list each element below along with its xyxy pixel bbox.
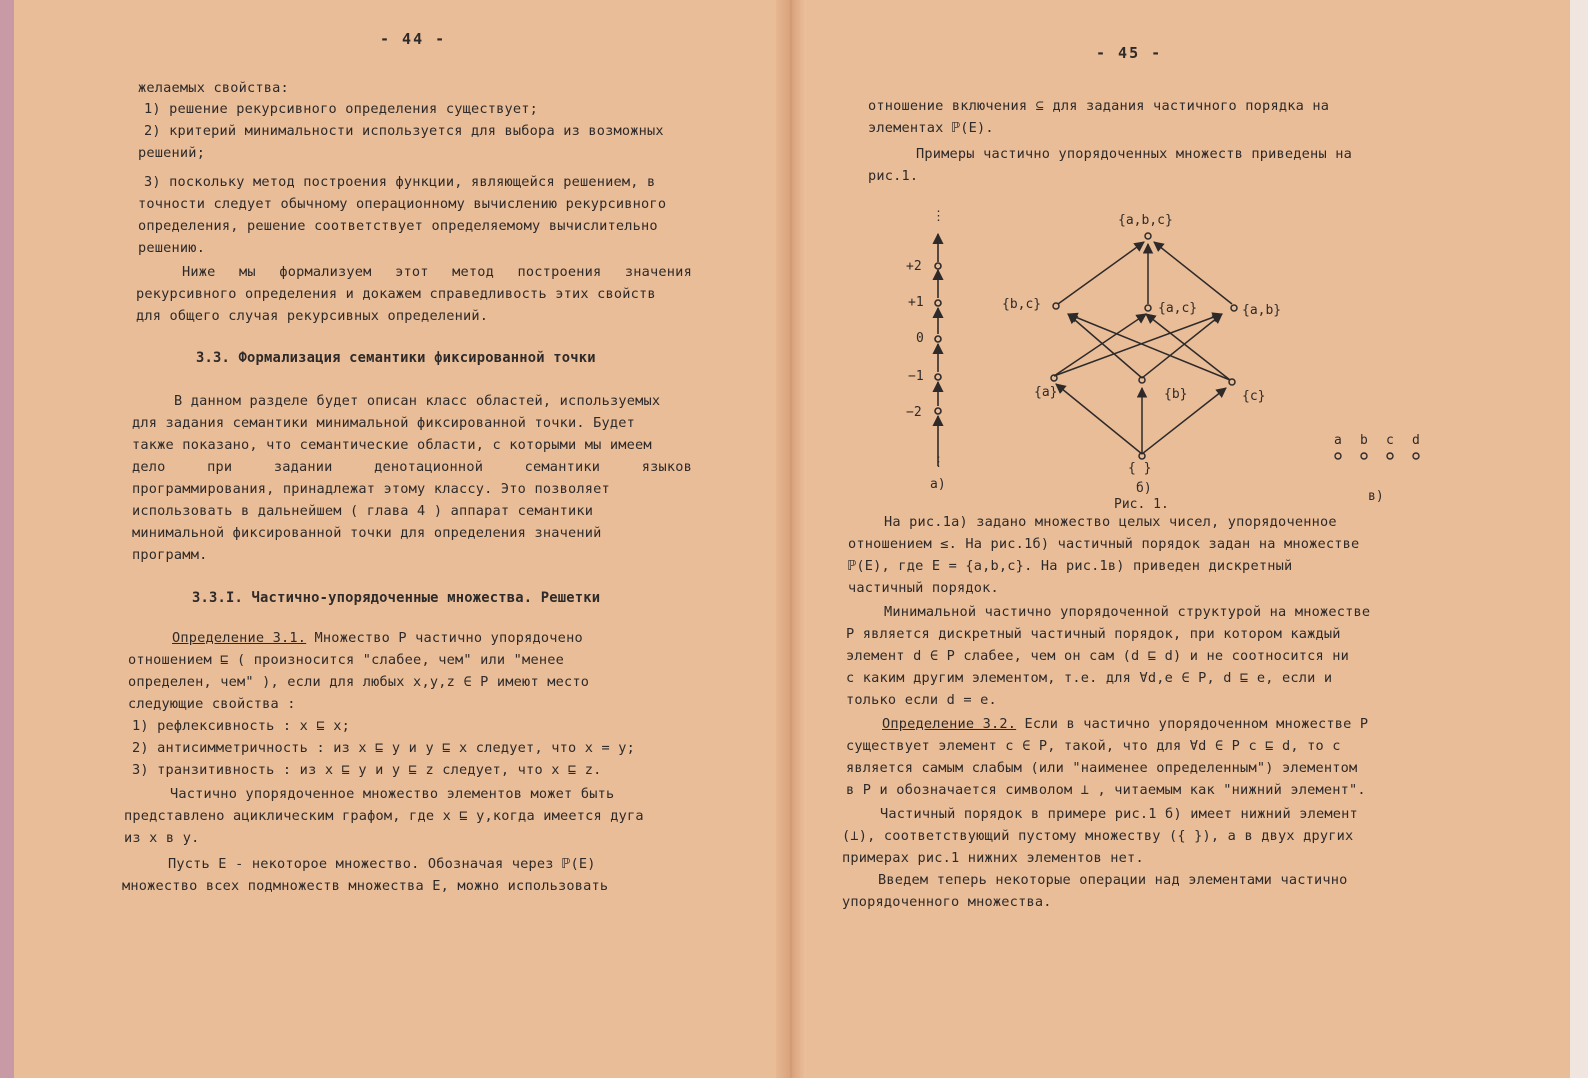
chain-label: +2 [906, 259, 922, 274]
lattice-node [1229, 379, 1235, 385]
text-line: рис.1. [868, 168, 919, 184]
subsection-heading: 3.3.I. Частично-упорядоченные множества. Решетки [192, 590, 601, 606]
left-page [14, 0, 776, 1078]
lattice-label-a: {a} [1034, 385, 1058, 400]
definition-text: Если в частично упорядоченном множестве P [1016, 716, 1369, 732]
text-line: для общего случая рекурсивных определений. [136, 308, 489, 324]
definition-line [172, 630, 583, 646]
text-line: определения, решение соответствует определяемому вычислительно [138, 218, 658, 234]
text-line: в P и обозначается символом ⊥ , читаемым как "нижний элемент". [846, 782, 1366, 798]
text-line: с каким другим элементом, т.е. для ∀d,e ∈ P, d ⊑ e, если и [846, 670, 1333, 686]
figure-caption: Рис. 1. [1114, 497, 1169, 512]
text-line: отношением ≤. На рис.1б) частичный порядок задан на множестве [848, 536, 1360, 552]
text-line: программ. [132, 547, 208, 563]
page-number: - 45 - [1096, 44, 1163, 62]
text-line: 3) транзитивность : из x ⊑ y и y ⊑ z следует, что x ⊑ z. [132, 762, 602, 778]
definition-line [882, 716, 1368, 732]
text-line: 1) решение рекурсивного определения существует; [144, 101, 539, 117]
subfigure-label-c: в) [1368, 489, 1384, 504]
lattice-label-top: {a,b,c} [1118, 213, 1173, 228]
text-line: желаемых свойства: [138, 80, 289, 96]
text-line: точности следует обычному операционному вычислению рекурсивного [138, 196, 667, 212]
text-line: представлено ациклическим графом, где x ⊑ y,когда имеется дуга [124, 808, 644, 824]
chain-label: −1 [908, 369, 924, 384]
discrete-label: d [1412, 433, 1420, 448]
lattice-diagram [1051, 233, 1237, 459]
text-line: рекурсивного определения и докажем справедливость этих свойств [136, 286, 656, 302]
text-line: (⊥), соответствующий пустому множеству ({ }), а в двух других [842, 828, 1354, 844]
dots-bottom: ⋮ [932, 455, 945, 470]
text-line: Введем теперь некоторые операции над элементами частично [878, 872, 1348, 888]
lattice-node [1145, 305, 1151, 311]
text-line: Минимальной частично упорядоченной структурой на множестве [884, 604, 1371, 620]
text-line: из x в y. [124, 830, 200, 846]
discrete-label: a [1334, 433, 1342, 448]
definition-label: Определение 3.1. [172, 630, 307, 646]
text-line: для задания семантики минимальной фиксированной точки. Будет [132, 415, 636, 431]
text-line: частичный порядок. [848, 580, 999, 596]
text-line: Частичный порядок в примере рис.1 б) имеет нижний элемент [880, 806, 1358, 822]
lattice-label-ab: {a,b} [1242, 303, 1282, 318]
lattice-node [1231, 305, 1237, 311]
section-heading: 3.3. Формализация семантики фиксированной точки [196, 350, 596, 366]
discrete-node [1413, 453, 1419, 459]
text-line: использовать в дальнейшем ( глава 4 ) аппарат семантики [132, 503, 594, 519]
text-line: программирования, принадлежат этому классу. Это позволяет [132, 481, 610, 497]
chain-node [935, 408, 941, 414]
text-line: Примеры частично упорядоченных множеств приведены на [916, 146, 1352, 162]
text-line: решений; [138, 145, 206, 161]
discrete-node [1387, 453, 1393, 459]
discrete-label: b [1360, 433, 1368, 448]
text-line: Частично упорядоченное множество элементов может быть [170, 786, 615, 802]
text-line: примерах рис.1 нижних элементов нет. [842, 850, 1144, 866]
lattice-label-c: {c} [1242, 389, 1266, 404]
text-line: существует элемент c ∈ P, такой, что для ∀d ∈ P c ⊑ d, то c [846, 738, 1341, 754]
chain-label: +1 [908, 295, 924, 310]
discrete-label: c [1386, 433, 1394, 448]
text-line: ℙ(E), где E = {a,b,c}. На рис.1в) приведен дискретный [848, 558, 1293, 574]
chain-label: 0 [916, 331, 924, 346]
text-line: 2) критерий минимальности используется для выбора из возможных [144, 123, 664, 139]
text-line: решению. [138, 240, 206, 256]
text-line: P является дискретный частичный порядок, при котором каждый [846, 626, 1341, 642]
lattice-label-b: {b} [1164, 387, 1188, 402]
text-line: элементах ℙ(E). [868, 120, 994, 136]
definition-label: Определение 3.2. [882, 716, 1017, 732]
discrete-node [1335, 453, 1341, 459]
subfigure-label-b: б) [1136, 481, 1152, 496]
book-edge-left [0, 0, 14, 1078]
text-line: В данном разделе будет описан класс областей, используемых [174, 393, 661, 409]
text-line: определен, чем" ), если для любых x,y,z ∈ P имеют место [128, 674, 590, 690]
book-gutter [776, 0, 806, 1078]
dots-top: ⋮ [932, 209, 945, 224]
discrete-diagram [1334, 433, 1420, 504]
subfigure-label-a: а) [930, 477, 946, 492]
text-line: Пусть E - некоторое множество. Обозначая через ℙ(E) [168, 856, 596, 872]
chain-node [935, 300, 941, 306]
lattice-label-ac: {a,c} [1158, 301, 1198, 316]
text-line: 3) поскольку метод построения функции, являющейся решением, в [144, 174, 656, 190]
text-line: следующие свойства : [128, 696, 296, 712]
chain-node [935, 374, 941, 380]
definition-text: Множество P частично упорядочено [306, 630, 583, 646]
discrete-node [1361, 453, 1367, 459]
lattice-label-bc: {b,c} [1002, 297, 1042, 312]
lattice-node [1053, 303, 1059, 309]
figure-1 [886, 190, 1446, 520]
text-line: Ниже мы формализуем этот метод построения значения [182, 264, 692, 280]
text-line: является самым слабым (или "наименее определенным") элементом [846, 760, 1358, 776]
text-line: На рис.1а) задано множество целых чисел, упорядоченное [884, 514, 1337, 530]
text-line: дело при задании денотационной семантики языков [132, 459, 692, 475]
book-edge-right [1570, 0, 1588, 1078]
chain-node [935, 336, 941, 342]
text-line: отношением ⊑ ( произносится "слабее, чем" или "менее [128, 652, 564, 668]
text-line: только если d = e. [846, 692, 997, 708]
text-line: упорядоченного множества. [842, 894, 1052, 910]
text-line: 1) рефлексивность : x ⊑ x; [132, 718, 350, 734]
lattice-label-empty: { } [1128, 461, 1152, 476]
text-line: 2) антисимметричность : из x ⊑ y и y ⊑ x следует, что x = y; [132, 740, 636, 756]
text-line: множество всех подмножеств множества E, можно использовать [122, 878, 609, 894]
text-line: также показано, что семантические области, с которыми мы имеем [132, 437, 652, 453]
text-line: элемент d ∈ P слабее, чем он сам (d ⊑ d) и не соотносится ни [846, 648, 1350, 664]
right-page [806, 0, 1570, 1078]
chain-diagram [935, 234, 941, 466]
text-line: минимальной фиксированной точки для определения значений [132, 525, 602, 541]
page-number: - 44 - [380, 30, 447, 48]
lattice-node [1145, 233, 1151, 239]
chain-label: −2 [906, 405, 922, 420]
chain-node [935, 263, 941, 269]
text-line: отношение включения ⊆ для задания частичного порядка на [868, 98, 1330, 114]
